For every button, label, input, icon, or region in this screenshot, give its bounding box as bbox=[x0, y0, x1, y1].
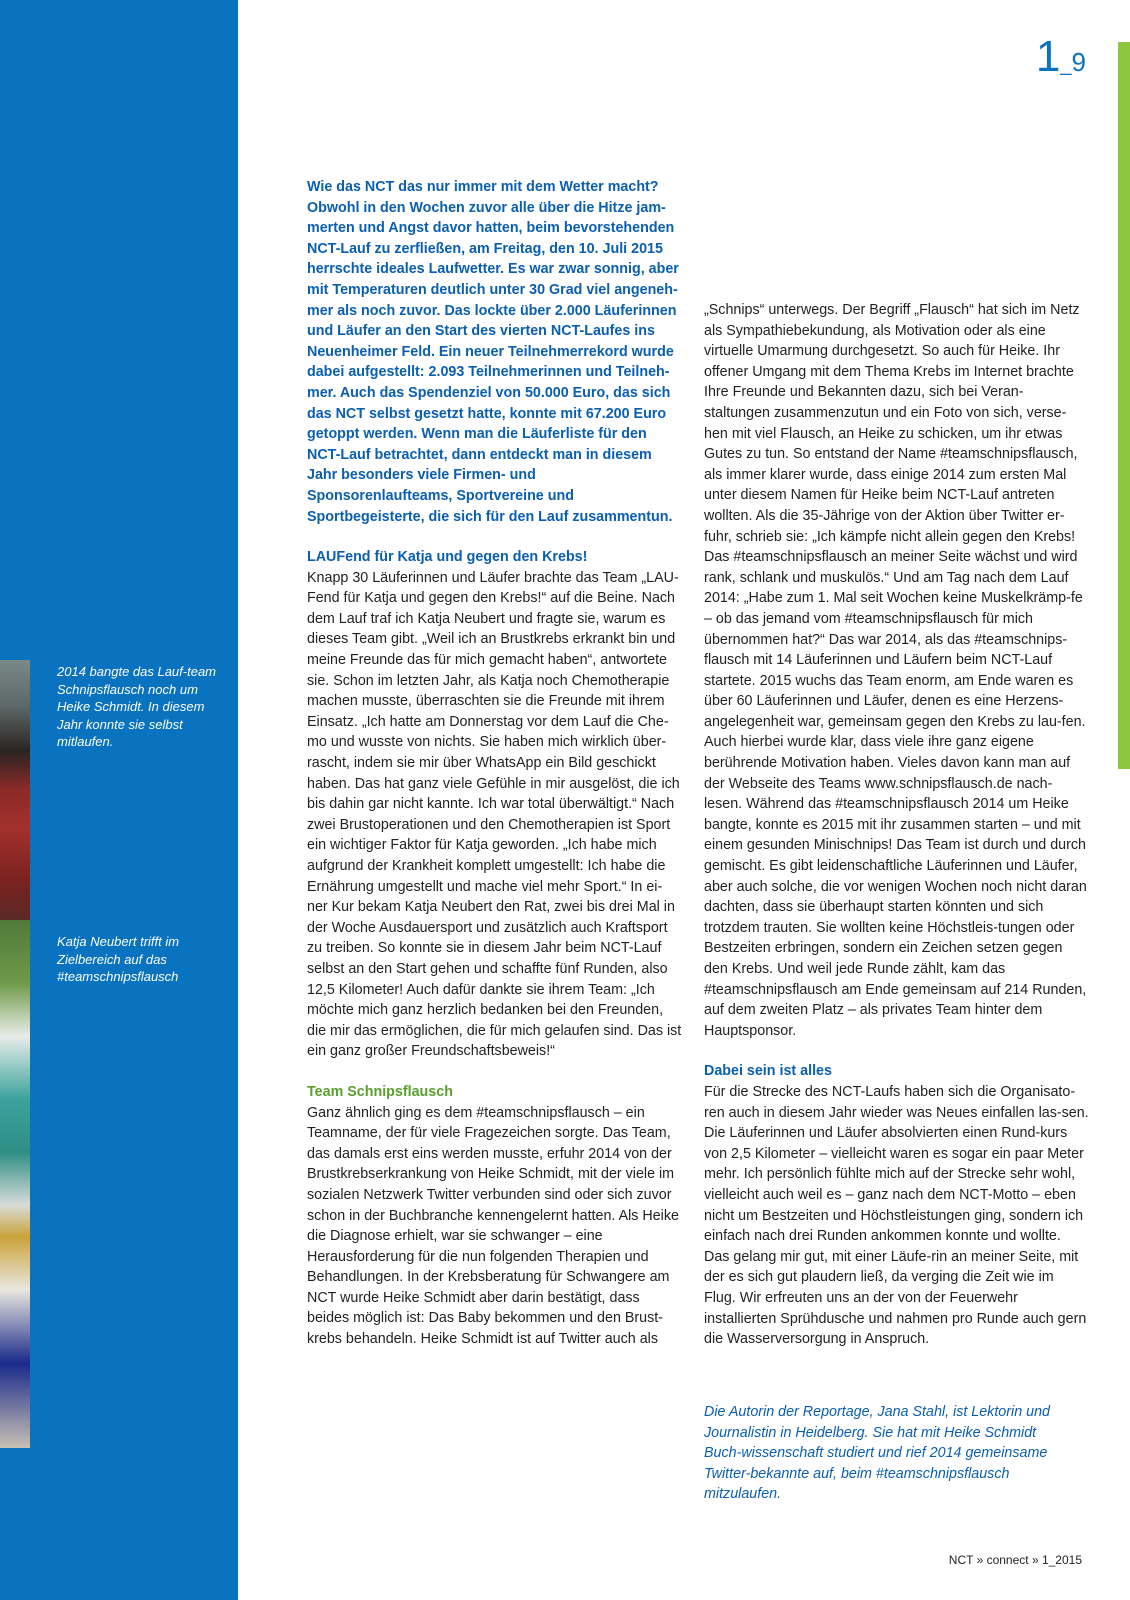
heading-dabei-sein: Dabei sein ist alles bbox=[704, 1063, 832, 1080]
section-dabei-sein: Für die Strecke des NCT-Laufs haben sich die Organisato-ren auch in diesem Jahr wieder was Neues einfallen las-sen. Die Läuferinnen und Läufer absolvierten einen Rund-kurs von 2,5 Kilometer – vielleicht waren es sogar ein paar Meter mehr. Ich persönlich fühlte mich auf der Strecke sehr wohl, vielleicht auch weil es – ganz nach dem NCT-Motto – eben nicht um Bestzeiten und Höchstleistungen ging, sondern ich einfach nach drei Runden ankommen konnte und wollte. Das gelang mir gut, mit einer Läufe-rin an meiner Seite, mit der es sich gut plaudern ließ, da verging die Zeit wie im Flug. Wir erfreuten uns an der von der Feuerwehr installierten Sprühdusche und nahmen pro Runde auch gern die Wasserversorgung in Anspruch. bbox=[704, 1083, 1089, 1348]
runner-photo-1 bbox=[0, 660, 30, 920]
section-laufend: Knapp 30 Läuferinnen und Läufer brachte das Team „LAU-Fend für Katja und gegen den Krebs!“ auf die Beine. Nach dem Lauf traf ich Katja Neubert und fragte sie, warum es dieses Team gibt. „Weil ich an Brustkrebs erkrankt bin und meine Freunde das für mich gemacht haben“, antwortete sie. Schon im letzten Jahr, als Katja noch Chemotherapie machen musste, überraschten sie die Freunde mit ihrem Einsatz. „Ich hatte am Donnerstag vor dem Lauf die Che-mo und wusste von nichts. Sie haben mich wirklich über-rascht, indem sie mir über WhatsApp ein Bild geschickt haben. Das hat ganz viele Gefühle in mir ausgelöst, die ich bis dahin gar nicht kannte. Ich war total überwältigt.“ Nach zwei Brustoperationen und den Chemotherapien ist Sport ein wichtiger Faktor für Katja geworden. „Ich habe mich aufgrund der Krankheit komplett umgestellt: Ich habe die Ernährung umgestellt und mache viel mehr Sport.“ In ei-ner Kur bekam Katja Neubert den Rat, zwei bis drei Mal in der Woche Ausdauersport und zusätzlich auch Kraftsport zu treiben. So konnte sie in diesem Jahr beim NCT-Lauf selbst an den Start gehen und schaffte fünf Runden, also 12,5 Kilometer! Auch dafür dankte sie ihrem Team: „Ich möchte mich ganz herzlich bedanken bei den Freunden, die mir das ermöglichen, die für mich gelaufen sind. Das ist ein ganz großer Freundschaftsbeweis!“ bbox=[307, 569, 682, 1060]
section-team-schnipsflausch: Ganz ähnlich ging es dem #teamschnipsflausch – ein Teamname, der für viele Fragezeichen sorgte. Das Team, das damals erst eins werden musste, erfuhr 2014 von der Brustkrebserkrankung von Heike Schmidt, mit der viele im sozialen Netzwerk Twitter verbunden sind oder sich zuvor schon in der Buchbranche kennengelernt hatten. Als Heike die Diagnose erhielt, war sie schwanger – eine Herausforderung für die nun folgenden Therapien und Behandlungen. In der Krebsberatung für Schwangere am NCT wurde Heike Schmidt aber darin bestätigt, dass beides möglich ist: Das Baby bekommen und den Brust-krebs behandeln. Heike Schmidt ist auf Twitter auch als bbox=[307, 1104, 679, 1348]
page-number-small: 9 bbox=[1071, 47, 1086, 77]
photo-caption-1: 2014 bangte das Lauf-team Schnipsflausch noch um Heike Schmidt. In diesem Jahr konnte sie selbst mitlaufen. bbox=[57, 664, 217, 749]
green-accent-bar bbox=[1118, 42, 1130, 769]
runner-photo-2 bbox=[0, 920, 30, 1448]
article-column-left bbox=[307, 177, 682, 1350]
page-number-big: 1 bbox=[1035, 32, 1061, 81]
page-footer: NCT » connect » 1_2015 bbox=[948, 1553, 1082, 1567]
blue-sidebar bbox=[0, 0, 238, 1600]
page-number bbox=[1036, 32, 1086, 82]
photo-caption-2: Katja Neubert trifft im Zielbereich auf das #teamschnipsflausch bbox=[57, 934, 180, 984]
article-lead: Wie das NCT das nur immer mit dem Wetter macht? Obwohl in den Wochen zuvor alle über die Hitze jam-merten und Angst davor hatten, beim bevorstehenden NCT-Lauf zu zerfließen, am Freitag, den 10. Juli 2015 herrschte ideales Laufwetter. Es war zwar sonnig, aber mit Temperaturen deutlich unter 30 Grad viel angeneh-mer als noch zuvor. Das lockte über 2.000 Läuferinnen und Läufer an den Start des vierten NCT-Laufes ins Neuenheimer Feld. Ein neuer Teilnehmerrekord wurde dabei aufgestellt: 2.093 Teilnehmerinnen und Teilneh-mer. Auch das Spendenziel von 50.000 Euro, das sich das NCT selbst gesetzt hatte, konnte mit 67.200 Euro getoppt werden. Wenn man die Läuferliste für den NCT-Lauf betrachtet, dann entdeckt man in diesem Jahr besonders viele Firmen- und Sponsorenlaufteams, Sportvereine und Sportbegeisterte, die sich für den Lauf zusammentun. bbox=[307, 179, 679, 525]
page-number-separator: _ bbox=[1060, 54, 1072, 76]
author-note: Die Autorin der Reportage, Jana Stahl, ist Lektorin und Journalistin in Heidelberg. Sie hat mit Heike Schmidt Buch-wissenschaft studiert und rief 2014 gemeinsame Twitter-bekannte auf, beim #teamschnipsflausch mitzulaufen. bbox=[704, 1404, 1050, 1503]
heading-laufend: LAUFend für Katja und gegen den Krebs! bbox=[307, 549, 588, 566]
article-column-right bbox=[704, 300, 1089, 1350]
heading-team-schnipsflausch: Team Schnipsflausch bbox=[307, 1083, 453, 1100]
section-team-schnipsflausch-continued: „Schnips“ unterwegs. Der Begriff „Flausch“ hat sich im Netz als Sympathiebekundung, als Motivation oder als eine virtuelle Umarmung durchgesetzt. So auch für Heike. Ihr offener Umgang mit dem Thema Krebs im Internet brachte Ihre Freunde und Bekannten dazu, sich bei Veran-staltungen zusammenzutun und ein Foto von sich, verse-hen mit viel Flausch, an Heike zu schicken, um ihr etwas Gutes zu tun. So entstand der Name #teamschnipsflausch, als immer klarer wurde, dass einige 2014 zum ersten Mal unter diesem Namen für Heike beim NCT-Lauf antreten wollten. Als die 35-Jährige von der Aktion über Twitter er-fuhr, schrieb sie: „Ich kämpfe nicht allein gegen den Krebs! Das #teamschnipsflausch an meiner Seite wächst und wird rank, schlank und muskulös.“ Und am Tag nach dem Lauf 2014: „Habe zum 1. Mal seit Wochen keine Muskelkrämp-fe – ob das jemand vom #teamschnipsflausch für mich übernommen hat?“ Das war 2014, als das #teamschnips-flausch mit 14 Läuferinnen und Läufern beim NCT-Lauf startete. 2015 wuchs das Team enorm, am Ende waren es über 60 Läuferinnen und Läufer, denen es eine Herzens-angelegenheit war, gemeinsam gegen den Krebs zu lau-fen. Auch hierbei wurde klar, dass viele ihre ganz eigene berührende Motivation haben. Vieles davon kann man auf der Webseite des Teams www.schnipsflausch.de nach-lesen. Während das #teamschnipsflausch 2014 um Heike bangte, konnte es 2015 mit ihr zusammen starten – und mit einem gesunden Minischnips! Das Team ist durch und durch gemischt. Es gibt leidenschaftliche Läuferinnen und Läufer, aber auch solche, die vor wenigen Wochen noch nicht daran dachten, dass sie überhaupt starten könnten und sich trotzdem trauten. Sie wollten keine Höchstleis-tungen oder Bestzeiten erbringen, sondern ein Zeichen setzen gegen den Krebs. Und weil jede Runde zählt, kam das #teamschnipsflausch am Ende gemeinsam auf 214 Runden, auf dem zweiten Platz – als privates Team hinter dem Hauptsponsor. bbox=[704, 302, 1087, 1039]
